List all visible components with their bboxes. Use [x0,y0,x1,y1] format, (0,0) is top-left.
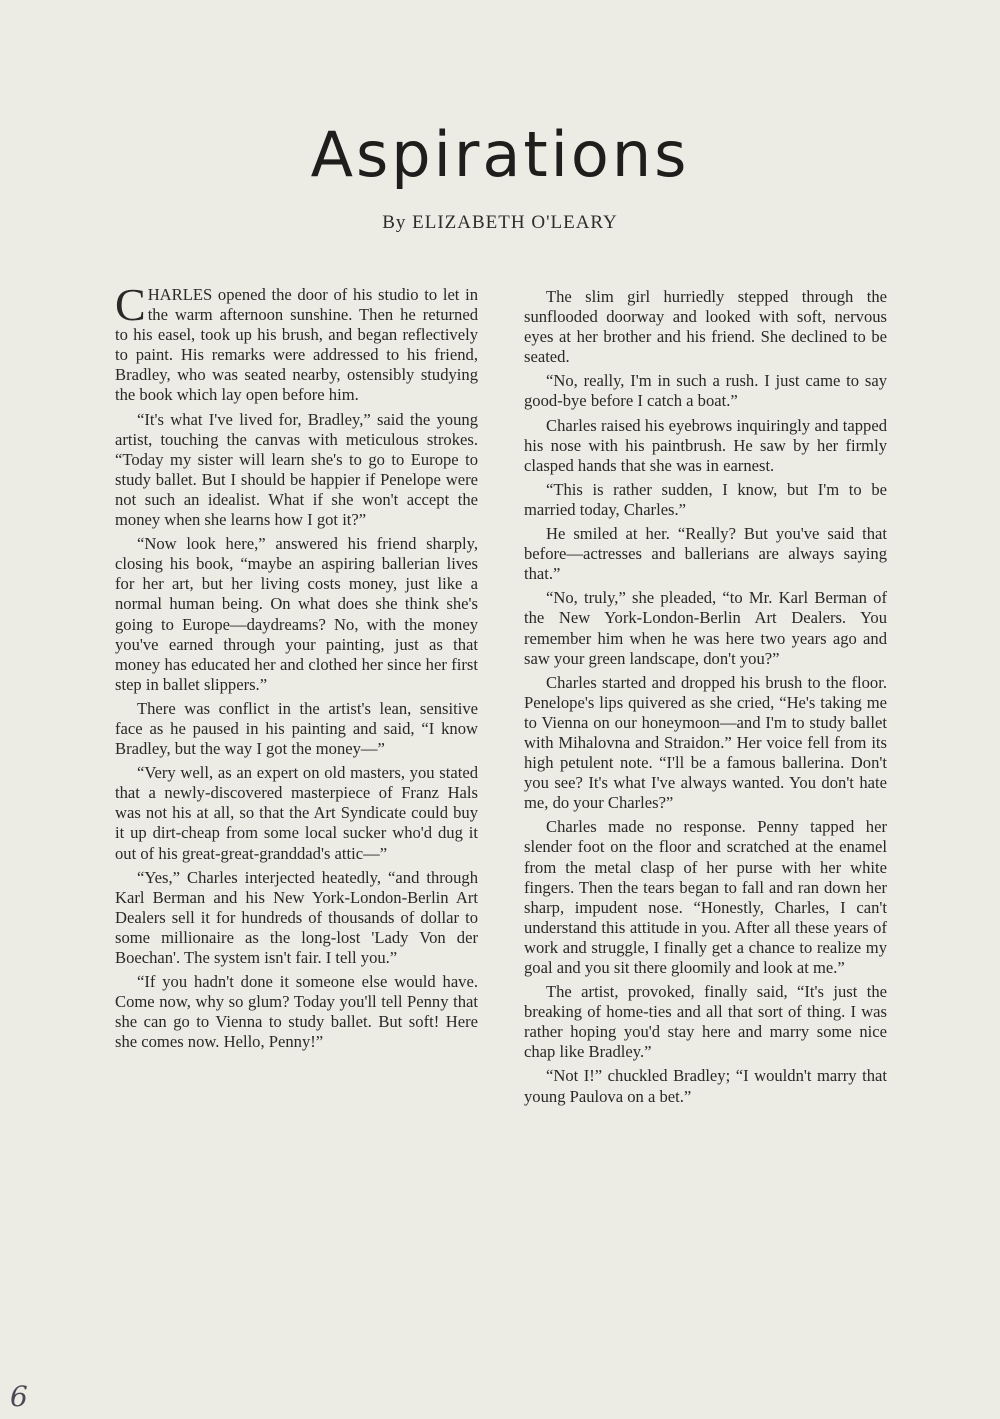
paragraph: “No, truly,” she pleaded, “to Mr. Karl Berman of the New York-London-Berlin Art Dealers. You remember him when he was here two years ago and saw your green landscape, don't you?” [524,588,887,668]
page-number: 6 [10,1380,28,1413]
paragraph: The artist, provoked, finally said, “It's just the breaking of home-ties and all that sort of thing. I was rather hoping you'd stay here and marry some nice chap like Bradley.” [524,982,887,1062]
byline: By ELIZABETH O'LEARY [382,212,618,233]
paragraph: Charles made no response. Penny tapped her slender foot on the floor and scratched at the enamel from the metal clasp of her purse with her white fingers. Then the tears began to fall and ran down her sharp, impudent nose. “Honestly, Charles, I can't understand this attitude in you. After all these years of work and struggle, I finally get a chance to realize my goal and you sit there gloomily and look at me.” [524,817,887,977]
paragraph: “Now look here,” answered his friend sharply, closing his book, “maybe an aspiring ballerian lives for her art, but her living costs money, just like a normal human being. On what does she think she's going to Europe—daydreams? No, with the money you've earned through your painting, just as that money has educated her and clothed her since her first step in ballet slippers.” [115,534,478,694]
paragraph: “This is rather sudden, I know, but I'm to be married today, Charles.” [524,479,887,519]
article-title: Aspirations [310,118,690,191]
paragraph: “No, really, I'm in such a rush. I just came to say good-bye before I catch a boat.” [524,371,887,411]
paragraph: “Very well, as an expert on old masters, you stated that a newly-discovered masterpiece of Franz Hals was not his at all, so that the Art Syndicate could buy it up dirt-cheap from some local sucker who'd dug it out of his great-great-granddad's attic—” [115,763,478,863]
drop-cap: C [115,279,146,330]
paragraph: “Not I!” chuckled Bradley; “I wouldn't marry that young Paulova on a bet.” [524,1066,887,1106]
lead-paragraph [115,279,478,406]
paragraph: “It's what I've lived for, Bradley,” said the young artist, touching the canvas with meticulous strokes. “Today my sister will learn she's to go to Europe to study ballet. But I should be happier if Penelope were not such an idealist. What if she won't accept the money when she learns how I got it?” [115,409,478,530]
lead-text: HARLES opened the door of his studio to let in the warm afternoon sunshine. Then he returned to his easel, took up his brush, and began reflectively to paint. His remarks were addressed to his friend, Bradley, who was seated nearby, ostensibly studying the book which lay open before him. [115,285,478,405]
right-column [524,287,887,1111]
left-column [115,279,478,1056]
paragraph: “Yes,” Charles interjected heatedly, “and through Karl Berman and his New York-London-Berlin Art Dealers sell it for hundreds of thousands of dollar to some millionaire as the long-lost 'Lady Von der Boechan'. The system isn't fair. I tell you.” [115,867,478,967]
paragraph: Charles started and dropped his brush to the floor. Penelope's lips quivered as she cried, “He's taking me to Vienna on our honeymoon—and I'm to study ballet with Mihalovna and Straidon.” Her voice fell from its high petulent note. “I'll be a famous ballerina. Don't you see? It's what I've always wanted. You don't hate me, do your Charles?” [524,672,887,813]
paragraph: “If you hadn't done it someone else would have. Come now, why so glum? Today you'll tell Penny that she can go to Vienna to study ballet. But soft! Here she comes now. Hello, Penny!” [115,972,478,1052]
paragraph: The slim girl hurriedly stepped through the sunflooded doorway and looked with soft, nervous eyes at her brother and his friend. She declined to be seated. [524,287,887,367]
paragraph: There was conflict in the artist's lean, sensitive face as he paused in his painting and said, “I know Bradley, but the way I got the money—” [115,698,478,759]
paragraph: Charles raised his eyebrows inquiringly and tapped his nose with his paintbrush. He saw by her firmly clasped hands that she was in earnest. [524,415,887,475]
paragraph: He smiled at her. “Really? But you've said that before—actresses and ballerians are always saying that.” [524,524,887,584]
